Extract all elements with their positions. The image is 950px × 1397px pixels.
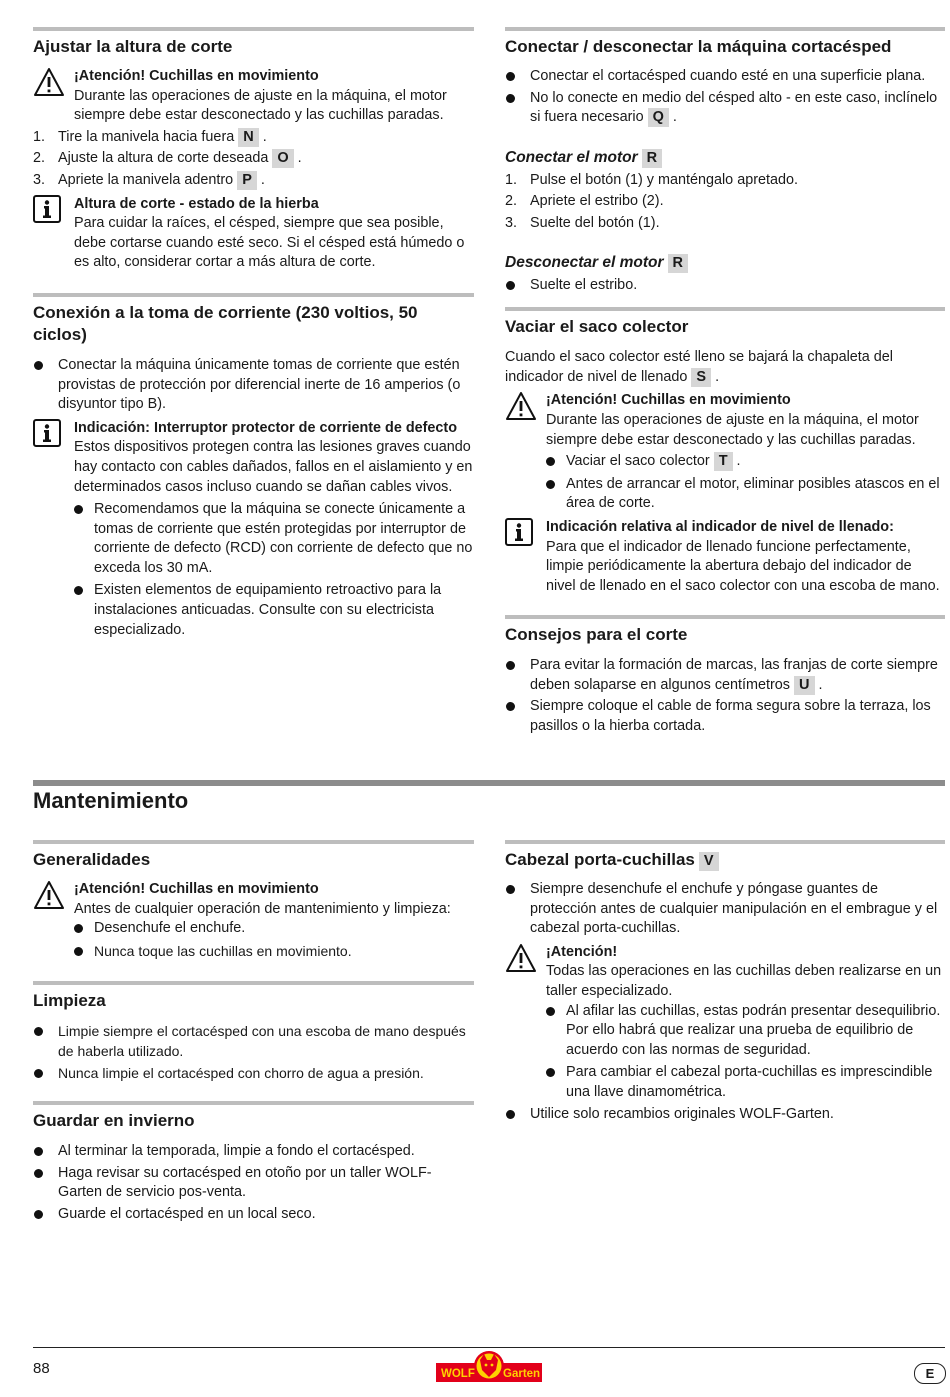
step-item: 2. Apriete el estribo (2).	[505, 193, 664, 210]
warning-title: ¡Atención!	[546, 943, 618, 960]
section-title-blade-holder: Cabezal porta-cuchillas V	[505, 849, 945, 871]
bullet-item: Suelte el estribo.	[505, 276, 945, 296]
section-title-mowing-tips: Consejos para el corte	[505, 625, 688, 645]
bullet-item: Guarde el cortacésped en un local seco.	[33, 1205, 474, 1225]
warning-icon	[33, 880, 65, 910]
warning-notice	[505, 943, 945, 1103]
subsection-title-stop-motor: Desconectar el motor R	[505, 253, 945, 273]
step-item: 1. Pulse el botón (1) y manténgalo apretado.	[505, 171, 798, 188]
bullet-item: Para evitar la formación de marcas, las franjas de corte siempre deben solaparse en algunos centímetros U .	[505, 656, 945, 695]
info-text: Para cuidar la raíces, el césped, siempre que sea posible, debe cortarse cuando esté seco. Si el césped está húmedo o es alto, considerar cortar a más altura de corte.	[74, 215, 465, 271]
bullet-icon	[34, 1147, 43, 1156]
info-text: Para que el indicador de llenado funcione perfectamente, limpie periódicamente la abertura debajo del indicador de nivel de llenado en el saco colector con una escoba de mano.	[546, 538, 940, 594]
info-notice	[33, 195, 474, 273]
figure-badge: N	[238, 128, 258, 147]
subsection-title-start-motor: Conectar el motor R	[505, 148, 945, 168]
bullet-icon	[34, 1169, 43, 1178]
info-notice	[505, 518, 945, 596]
wolf-garten-logo	[436, 1350, 542, 1384]
bullet-icon	[74, 505, 83, 514]
info-icon	[505, 518, 533, 546]
section-title-cleaning: Limpieza	[33, 991, 106, 1011]
bullet-icon	[506, 281, 515, 290]
section-title-power-connection: Conexión a la toma de corriente (230 voltios, 50 ciclos)	[33, 302, 418, 344]
section-title-empty-bag: Vaciar el saco colector	[505, 317, 689, 337]
language-badge: E	[914, 1363, 946, 1384]
warning-notice	[33, 67, 474, 126]
bullet-icon	[34, 361, 43, 370]
bullet-icon	[74, 586, 83, 595]
sub-bullet-item: Desenchufe el enchufe.	[74, 919, 474, 939]
bullet-icon	[546, 1007, 555, 1016]
chapter-rule	[33, 780, 945, 786]
bullet-item: Utilice solo recambios originales WOLF-Garten.	[505, 1105, 945, 1125]
sub-bullet-item: Existen elementos de equipamiento retroactivo para la instalaciones anticuadas. Consulte con su electricista especializado.	[74, 581, 474, 640]
sub-bullet-item: Recomendamos que la máquina se conecte únicamente a tomas de corriente que estén protegidas por interruptor de corriente de defecto (RCD) con corriente de defecto que no exceda los 30 mA.	[74, 500, 474, 578]
chapter-title: Mantenimiento	[33, 788, 189, 813]
figure-badge: U	[794, 676, 814, 695]
figure-badge: V	[699, 852, 719, 871]
info-title: Indicación relativa al indicador de nivel de llenado:	[546, 518, 894, 535]
maintenance-right-column	[505, 840, 945, 1124]
warning-icon	[505, 943, 537, 973]
section-title-general: Generalidades	[33, 850, 151, 869]
section-title-cut-height: Ajustar la altura de corte	[33, 37, 233, 56]
page-number: 88	[33, 1360, 50, 1377]
bullet-icon	[546, 480, 555, 489]
bullet-icon	[74, 924, 83, 933]
warning-title: ¡Atención! Cuchillas en movimiento	[546, 392, 791, 409]
footer-rule	[33, 1347, 945, 1348]
figure-badge: P	[237, 171, 257, 190]
info-title: Indicación: Interruptor protector de corriente de defecto	[74, 419, 458, 436]
warning-text: Durante las operaciones de ajuste en la máquina, el motor siempre debe estar desconectado y las cuchillas paradas.	[546, 411, 919, 448]
warning-icon	[505, 391, 537, 421]
step-item: 1. Tire la manivela hacia fuera N .	[33, 128, 267, 145]
warning-text: Antes de cualquier operación de mantenimiento y limpieza:	[74, 900, 451, 917]
figure-badge: Q	[648, 108, 669, 127]
warning-icon	[33, 67, 65, 97]
maintenance-left-column	[33, 840, 474, 1225]
figure-badge: O	[272, 149, 293, 168]
bullet-icon	[506, 885, 515, 894]
bullet-item: Siempre coloque el cable de forma segura sobre la terraza, los pasillos o la hierba cortada.	[505, 697, 945, 736]
warning-notice	[505, 391, 945, 514]
bullet-item: Haga revisar su cortacésped en otoño por un taller WOLF-Garten de servicio pos-venta.	[33, 1164, 474, 1203]
left-column	[33, 27, 474, 640]
figure-badge: S	[691, 368, 711, 387]
info-title: Altura de corte - estado de la hierba	[74, 195, 319, 212]
sub-bullet-item: Antes de arrancar el motor, eliminar posibles atascos en el área de corte.	[546, 475, 945, 514]
sub-bullet-item: Al afilar las cuchillas, estas podrán presentar desequilibrio. Por ello habrá que realizar una prueba de equilibrio de acuerdo con las normas de seguridad.	[546, 1002, 945, 1061]
bullet-item: Conectar el cortacésped cuando esté en una superficie plana.	[505, 67, 945, 87]
figure-badge: T	[714, 452, 733, 471]
warning-title: ¡Atención! Cuchillas en movimiento	[74, 68, 319, 84]
info-icon	[33, 195, 61, 223]
step-item: 2. Ajuste la altura de corte deseada O .	[33, 150, 302, 167]
figure-badge: R	[668, 254, 688, 273]
step-item: 3. Apriete la manivela adentro P .	[33, 171, 265, 188]
step-item: 3. Suelte del botón (1).	[505, 214, 660, 231]
bullet-item: No lo conecte en medio del césped alto - en este caso, inclínelo si fuera necesario Q .	[505, 89, 945, 128]
info-icon	[33, 419, 61, 447]
bullet-icon	[546, 457, 555, 466]
bullet-icon	[546, 1068, 555, 1077]
bullet-item: Nunca limpie el cortacésped con chorro de agua a presión.	[33, 1064, 474, 1084]
right-column	[505, 27, 945, 737]
info-notice	[33, 419, 474, 641]
bullet-item: Al terminar la temporada, limpie a fondo el cortacésped.	[33, 1142, 474, 1162]
bullet-icon	[74, 947, 83, 956]
bullet-item: Siempre desenchufe el enchufe y póngase guantes de protección antes de cualquier manipulación en el embrague y el cabezal porta-cuchillas.	[505, 880, 945, 939]
warning-title: ¡Atención! Cuchillas en movimiento	[74, 881, 319, 897]
sub-bullet-item: Nunca toque las cuchillas en movimiento.	[74, 942, 474, 962]
sub-bullet-item: Para cambiar el cabezal porta-cuchillas es imprescindible una llave dinamométrica.	[546, 1063, 945, 1102]
bullet-icon	[506, 94, 515, 103]
bullet-icon	[506, 702, 515, 711]
bullet-icon	[34, 1027, 43, 1036]
figure-badge: R	[642, 149, 662, 168]
paragraph: Cuando el saco colector esté lleno se bajará la chapaleta del indicador de nivel de llenado S .	[505, 349, 893, 385]
warning-text: Todas las operaciones en las cuchillas deben realizarse en un taller especializado.	[546, 963, 942, 999]
bullet-icon	[506, 72, 515, 81]
bullet-icon	[506, 1110, 515, 1119]
svg-text:Garten: Garten	[503, 1368, 541, 1380]
info-text: Estos dispositivos protegen contra las lesiones graves cuando hay contacto con cables dañados, fallos en el aislamiento y en determinados casos incluso cuando se dañan cables vivos.	[74, 439, 473, 495]
warning-notice	[33, 880, 474, 961]
bullet-icon	[506, 661, 515, 670]
bullet-item: Limpie siempre el cortacésped con una escoba de mano después de haberla utilizado.	[33, 1022, 474, 1061]
section-title-start-stop: Conectar / desconectar la máquina cortacésped	[505, 37, 892, 56]
bullet-icon	[34, 1069, 43, 1078]
svg-text:WOLF: WOLF	[441, 1368, 475, 1380]
bullet-item: Conectar la máquina únicamente tomas de corriente que estén provistas de protección por diferencial inerte de 16 amperios (o disyuntor tipo B).	[33, 356, 474, 415]
bullet-icon	[34, 1210, 43, 1219]
section-title-winter-storage: Guardar en invierno	[33, 1111, 195, 1131]
warning-text: Durante las operaciones de ajuste en la máquina, el motor siempre debe estar desconectado y las cuchillas paradas.	[74, 87, 447, 124]
sub-bullet-item: Vaciar el saco colector T .	[546, 452, 945, 472]
